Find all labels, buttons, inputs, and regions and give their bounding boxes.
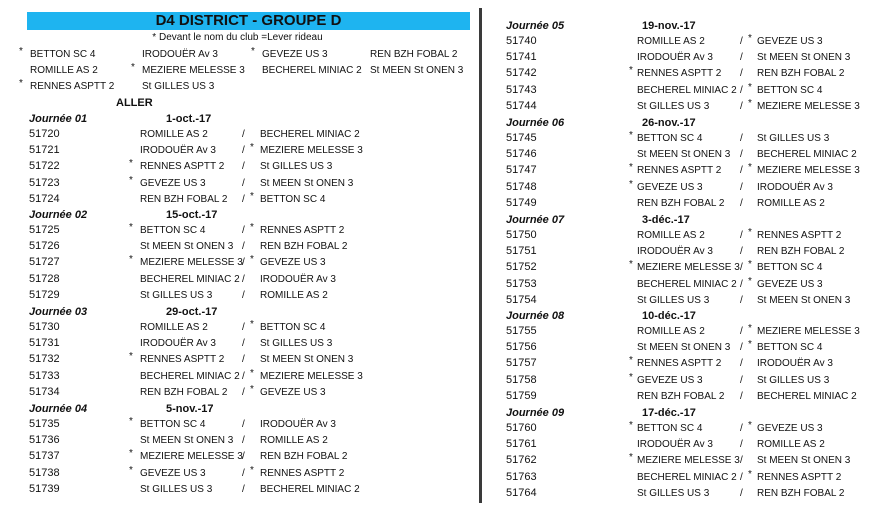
match-row <box>29 351 409 368</box>
right-column <box>485 0 871 517</box>
away-team: GEVEZE US 3 <box>260 386 326 398</box>
away-star: * <box>250 222 254 233</box>
home-star: * <box>629 65 633 77</box>
separator: / <box>242 338 245 350</box>
journee-label: Journée 07 <box>506 214 565 226</box>
match-row <box>29 464 409 482</box>
club-name: REN BZH FOBAL 2 <box>370 49 458 60</box>
home-star: * <box>629 259 633 271</box>
separator: / <box>242 483 245 495</box>
home-star: * <box>129 464 133 476</box>
separator: / <box>740 358 743 370</box>
match-row <box>506 371 871 389</box>
separator: / <box>242 241 245 253</box>
home-team: St MEEN St ONEN 3 <box>140 435 234 447</box>
home-team: MEZIERE MELESSE 3 <box>637 262 740 274</box>
away-star: * <box>748 162 752 174</box>
journee-label: Journée 09 <box>506 407 565 419</box>
home-star: * <box>629 130 633 141</box>
journee-date: 19-nov.-17 <box>642 20 696 32</box>
home-star: * <box>129 158 133 170</box>
match-row <box>29 367 409 385</box>
match-row <box>506 391 871 405</box>
separator: / <box>242 435 245 447</box>
match-number: 51729 <box>29 288 60 301</box>
away-star: * <box>250 142 254 154</box>
away-team: RENNES ASPTT 2 <box>260 225 345 236</box>
lever-rideau-star: * <box>19 46 23 57</box>
separator: / <box>242 193 245 205</box>
separator: / <box>740 439 743 451</box>
match-row <box>29 484 409 498</box>
away-team: BETTON SC 4 <box>260 322 326 333</box>
separator: / <box>242 354 245 366</box>
away-team: St GILLES US 3 <box>757 374 830 386</box>
away-team: MEZIERE MELESSE 3 <box>757 165 860 177</box>
match-number: 51736 <box>29 434 60 447</box>
match-row <box>506 227 871 244</box>
away-team: REN BZH FOBAL 2 <box>260 241 348 253</box>
match-row <box>29 383 409 401</box>
separator: / <box>242 161 245 173</box>
away-team: St GILLES US 3 <box>260 161 333 173</box>
away-team: REN BZH FOBAL 2 <box>757 68 845 80</box>
match-row <box>29 416 409 433</box>
journee-date: 26-nov.-17 <box>642 117 696 129</box>
away-team: GEVEZE US 3 <box>260 257 326 269</box>
away-team: IRODOUËR Av 3 <box>757 358 833 370</box>
home-team: St GILLES US 3 <box>140 483 213 495</box>
home-team: GEVEZE US 3 <box>140 177 206 189</box>
home-team: St GILLES US 3 <box>637 294 710 306</box>
away-team: RENNES ASPTT 2 <box>757 471 842 483</box>
match-row <box>506 323 871 340</box>
home-team: IRODOUËR Av 3 <box>140 145 216 157</box>
home-team: RENNES ASPTT 2 <box>637 165 722 177</box>
away-team: REN BZH FOBAL 2 <box>260 451 348 463</box>
match-number: 51737 <box>29 450 60 463</box>
home-team: BETTON SC 4 <box>140 225 206 236</box>
home-team: REN BZH FOBAL 2 <box>140 193 228 205</box>
match-row <box>29 290 409 304</box>
separator: / <box>242 273 245 285</box>
home-team: ROMILLE AS 2 <box>637 326 705 337</box>
separator: / <box>740 68 743 80</box>
match-number: 51726 <box>29 240 60 253</box>
away-team: ROMILLE AS 2 <box>757 439 825 451</box>
home-star: * <box>129 416 133 427</box>
journee-date: 5-nov.-17 <box>166 403 214 415</box>
away-star: * <box>748 97 752 109</box>
separator: / <box>740 181 743 193</box>
match-number: 51756 <box>506 341 537 354</box>
separator: / <box>740 423 743 434</box>
phase-label: ALLER <box>116 97 153 109</box>
match-number: 51747 <box>506 164 537 177</box>
separator: / <box>740 326 743 337</box>
journee-label: Journée 01 <box>29 113 88 125</box>
home-team: MEZIERE MELESSE 3 <box>140 451 243 463</box>
home-star: * <box>629 371 633 383</box>
away-team: ROMILLE AS 2 <box>757 197 825 209</box>
match-number: 51742 <box>506 67 537 80</box>
home-team: RENNES ASPTT 2 <box>637 68 722 80</box>
match-number: 51753 <box>506 277 537 290</box>
separator: / <box>740 133 743 144</box>
lever-rideau-star: * <box>131 62 135 73</box>
away-star: * <box>250 383 254 395</box>
separator: / <box>740 246 743 258</box>
home-team: RENNES ASPTT 2 <box>637 358 722 370</box>
home-team: IRODOUËR Av 3 <box>140 338 216 350</box>
away-star: * <box>748 259 752 271</box>
separator: / <box>740 455 743 467</box>
away-team: BETTON SC 4 <box>260 193 326 205</box>
match-number: 51761 <box>506 438 537 451</box>
match-row <box>506 488 871 502</box>
separator: / <box>740 487 743 499</box>
separator: / <box>242 129 245 140</box>
match-row <box>29 158 409 175</box>
home-team: St MEEN St ONEN 3 <box>637 149 731 161</box>
match-row <box>29 254 409 271</box>
separator: / <box>740 342 743 354</box>
match-number: 51757 <box>506 357 537 370</box>
home-star: * <box>629 452 633 464</box>
club-name: BETTON SC 4 <box>30 49 96 60</box>
away-team: BECHEREL MINIAC 2 <box>260 483 360 495</box>
match-row <box>506 65 871 82</box>
away-team: IRODOUËR Av 3 <box>260 273 336 285</box>
separator: / <box>242 145 245 157</box>
journee-date: 10-déc.-17 <box>642 310 696 322</box>
away-team: REN BZH FOBAL 2 <box>757 246 845 258</box>
home-team: BETTON SC 4 <box>140 419 206 430</box>
separator: / <box>740 36 743 47</box>
separator: / <box>242 451 245 463</box>
journee-label: Journée 05 <box>506 20 565 32</box>
match-row <box>506 33 871 50</box>
lever-rideau-note: * Devant le nom du club =Lever rideau <box>152 32 323 43</box>
separator: / <box>242 225 245 236</box>
separator: / <box>242 419 245 430</box>
lever-rideau-star: * <box>251 46 255 57</box>
separator: / <box>740 230 743 241</box>
away-team: IRODOUËR Av 3 <box>757 181 833 193</box>
away-team: IRODOUËR Av 3 <box>260 419 336 430</box>
match-number: 51748 <box>506 180 537 193</box>
away-team: GEVEZE US 3 <box>757 278 823 290</box>
away-team: St MEEN St ONEN 3 <box>757 294 851 306</box>
match-row <box>506 439 871 453</box>
match-row <box>506 339 871 356</box>
separator: / <box>242 257 245 269</box>
club-name: RENNES ASPTT 2 <box>30 81 115 92</box>
match-row <box>506 52 871 66</box>
match-row <box>506 355 871 372</box>
match-row <box>29 274 409 288</box>
match-number: 51764 <box>506 486 537 499</box>
journee-date: 3-déc.-17 <box>642 214 690 226</box>
separator: / <box>242 386 245 398</box>
separator: / <box>740 294 743 306</box>
away-star: * <box>250 254 254 266</box>
separator: / <box>740 84 743 96</box>
match-number: 51758 <box>506 373 537 386</box>
home-team: BECHEREL MINIAC 2 <box>637 278 737 290</box>
match-row <box>29 222 409 239</box>
journee-label: Journée 03 <box>29 306 88 318</box>
away-team: St GILLES US 3 <box>757 133 830 144</box>
match-number: 51739 <box>29 482 60 495</box>
match-number: 51760 <box>506 422 537 434</box>
match-number: 51731 <box>29 337 60 350</box>
away-star: * <box>748 81 752 93</box>
home-team: BECHEREL MINIAC 2 <box>140 273 240 285</box>
home-star: * <box>629 420 633 431</box>
away-star: * <box>748 33 752 44</box>
journee-label: Journée 02 <box>29 209 88 221</box>
journee-label: Journée 06 <box>506 117 565 129</box>
away-team: BECHEREL MINIAC 2 <box>757 390 857 402</box>
away-star: * <box>250 190 254 202</box>
home-team: St MEEN St ONEN 3 <box>140 241 234 253</box>
match-row <box>29 338 409 352</box>
home-star: * <box>129 351 133 363</box>
journee-date: 17-déc.-17 <box>642 407 696 419</box>
match-number: 51755 <box>506 325 537 337</box>
home-star: * <box>129 174 133 186</box>
match-number: 51720 <box>29 128 60 140</box>
separator: / <box>740 149 743 161</box>
away-team: RENNES ASPTT 2 <box>757 230 842 241</box>
home-team: BECHEREL MINIAC 2 <box>637 84 737 96</box>
match-row <box>506 452 871 469</box>
away-star: * <box>250 464 254 476</box>
match-number: 51746 <box>506 148 537 161</box>
home-star: * <box>129 254 133 266</box>
home-star: * <box>129 222 133 233</box>
home-team: RENNES ASPTT 2 <box>140 354 225 366</box>
match-row <box>506 275 871 293</box>
match-row <box>29 241 409 255</box>
home-team: RENNES ASPTT 2 <box>140 161 225 173</box>
match-row <box>29 142 409 159</box>
separator: / <box>242 370 245 382</box>
club-name: GEVEZE US 3 <box>262 49 328 60</box>
match-row <box>29 174 409 192</box>
match-number: 51740 <box>506 35 537 47</box>
journee-label: Journée 04 <box>29 403 88 415</box>
match-number: 51735 <box>29 418 60 430</box>
match-number: 51751 <box>506 245 537 258</box>
match-number: 51763 <box>506 470 537 483</box>
match-number: 51727 <box>29 256 60 269</box>
match-row <box>506 468 871 486</box>
match-row <box>29 448 409 465</box>
separator: / <box>242 177 245 189</box>
home-team: REN BZH FOBAL 2 <box>637 390 725 402</box>
match-row <box>506 420 871 437</box>
match-number: 51749 <box>506 196 537 209</box>
journee-date: 1-oct.-17 <box>166 113 212 125</box>
separator: / <box>242 467 245 479</box>
match-number: 51754 <box>506 293 537 306</box>
home-team: ROMILLE AS 2 <box>637 36 705 47</box>
away-star: * <box>748 275 752 287</box>
away-team: ROMILLE AS 2 <box>260 289 328 301</box>
away-team: ROMILLE AS 2 <box>260 435 328 447</box>
journee-date: 29-oct.-17 <box>166 306 218 318</box>
away-team: MEZIERE MELESSE 3 <box>757 326 860 337</box>
home-team: MEZIERE MELESSE 3 <box>637 455 740 467</box>
match-row <box>506 97 871 115</box>
home-team: St GILLES US 3 <box>637 100 710 112</box>
away-team: BETTON SC 4 <box>757 262 823 274</box>
club-name: St GILLES US 3 <box>142 81 215 92</box>
separator: / <box>740 278 743 290</box>
match-number: 51728 <box>29 272 60 285</box>
separator: / <box>740 52 743 64</box>
home-team: ROMILLE AS 2 <box>140 322 208 333</box>
home-team: BECHEREL MINIAC 2 <box>140 370 240 382</box>
page-title: D4 DISTRICT - GROUPE D <box>27 12 470 30</box>
match-number: 51721 <box>29 144 60 157</box>
away-team: GEVEZE US 3 <box>757 423 823 434</box>
separator: / <box>740 471 743 483</box>
away-team: St MEEN St ONEN 3 <box>757 52 851 64</box>
match-row <box>506 246 871 260</box>
match-row <box>29 190 409 208</box>
away-team: BETTON SC 4 <box>757 342 823 354</box>
home-team: REN BZH FOBAL 2 <box>637 197 725 209</box>
journee-date: 15-oct.-17 <box>166 209 218 221</box>
match-row <box>29 319 409 336</box>
match-number: 51750 <box>506 229 537 241</box>
match-row <box>29 435 409 449</box>
home-team: BETTON SC 4 <box>637 423 703 434</box>
match-number: 51722 <box>29 160 60 173</box>
away-star: * <box>748 339 752 351</box>
away-team: BETTON SC 4 <box>757 84 823 96</box>
away-team: RENNES ASPTT 2 <box>260 467 345 479</box>
match-row <box>506 81 871 99</box>
home-team: BETTON SC 4 <box>637 133 703 144</box>
away-star: * <box>748 420 752 431</box>
away-team: GEVEZE US 3 <box>757 36 823 47</box>
match-number: 51743 <box>506 83 537 96</box>
match-row <box>506 162 871 179</box>
match-number: 51738 <box>29 466 60 479</box>
home-team: ROMILLE AS 2 <box>140 129 208 140</box>
separator: / <box>242 289 245 301</box>
home-team: St GILLES US 3 <box>140 289 213 301</box>
match-number: 51724 <box>29 192 60 205</box>
club-name: BECHEREL MINIAC 2 <box>262 65 362 76</box>
away-team: MEZIERE MELESSE 3 <box>260 145 363 157</box>
home-team: BECHEREL MINIAC 2 <box>637 471 737 483</box>
match-row <box>506 130 871 147</box>
away-star: * <box>748 227 752 238</box>
home-team: GEVEZE US 3 <box>637 374 703 386</box>
home-team: REN BZH FOBAL 2 <box>140 386 228 398</box>
away-team: St GILLES US 3 <box>260 338 333 350</box>
home-team: MEZIERE MELESSE 3 <box>140 257 243 269</box>
match-row <box>506 178 871 196</box>
match-number: 51732 <box>29 353 60 366</box>
lever-rideau-star: * <box>19 78 23 89</box>
away-star: * <box>748 468 752 480</box>
home-star: * <box>629 355 633 367</box>
club-name: ROMILLE AS 2 <box>30 65 98 76</box>
separator: / <box>242 322 245 333</box>
home-star: * <box>629 162 633 174</box>
match-number: 51733 <box>29 369 60 382</box>
match-row <box>506 259 871 276</box>
away-team: St MEEN St ONEN 3 <box>260 354 354 366</box>
separator: / <box>740 262 743 274</box>
match-row <box>29 129 409 143</box>
match-row <box>506 295 871 309</box>
home-star: * <box>629 178 633 190</box>
separator: / <box>740 390 743 402</box>
away-team: MEZIERE MELESSE 3 <box>260 370 363 382</box>
match-number: 51741 <box>506 51 537 64</box>
match-row <box>506 149 871 163</box>
away-team: MEZIERE MELESSE 3 <box>757 100 860 112</box>
match-number: 51759 <box>506 389 537 402</box>
away-star: * <box>250 367 254 379</box>
away-team: BECHEREL MINIAC 2 <box>757 149 857 161</box>
home-team: St GILLES US 3 <box>637 487 710 499</box>
club-name: MEZIERE MELESSE 3 <box>142 65 245 76</box>
match-number: 51730 <box>29 321 60 333</box>
away-team: REN BZH FOBAL 2 <box>757 487 845 499</box>
match-number: 51745 <box>506 132 537 144</box>
home-team: IRODOUËR Av 3 <box>637 246 713 258</box>
club-name: St MEEN St ONEN 3 <box>370 65 464 76</box>
match-number: 51752 <box>506 261 537 274</box>
home-team: IRODOUËR Av 3 <box>637 52 713 64</box>
away-team: St MEEN St ONEN 3 <box>260 177 354 189</box>
home-team: St MEEN St ONEN 3 <box>637 342 731 354</box>
match-number: 51723 <box>29 176 60 189</box>
match-number: 51725 <box>29 224 60 236</box>
away-star: * <box>748 323 752 334</box>
match-number: 51762 <box>506 454 537 467</box>
journee-label: Journée 08 <box>506 310 565 322</box>
away-team: St MEEN St ONEN 3 <box>757 455 851 467</box>
home-team: IRODOUËR Av 3 <box>637 439 713 451</box>
away-star: * <box>250 319 254 330</box>
match-row <box>506 198 871 212</box>
column-divider <box>479 8 482 503</box>
separator: / <box>740 100 743 112</box>
home-team: GEVEZE US 3 <box>140 467 206 479</box>
match-number: 51744 <box>506 99 537 112</box>
away-team: BECHEREL MINIAC 2 <box>260 129 360 140</box>
match-number: 51734 <box>29 385 60 398</box>
separator: / <box>740 374 743 386</box>
home-team: GEVEZE US 3 <box>637 181 703 193</box>
home-star: * <box>129 448 133 460</box>
separator: / <box>740 165 743 177</box>
club-name: IRODOUËR Av 3 <box>142 49 218 60</box>
home-team: ROMILLE AS 2 <box>637 230 705 241</box>
separator: / <box>740 197 743 209</box>
